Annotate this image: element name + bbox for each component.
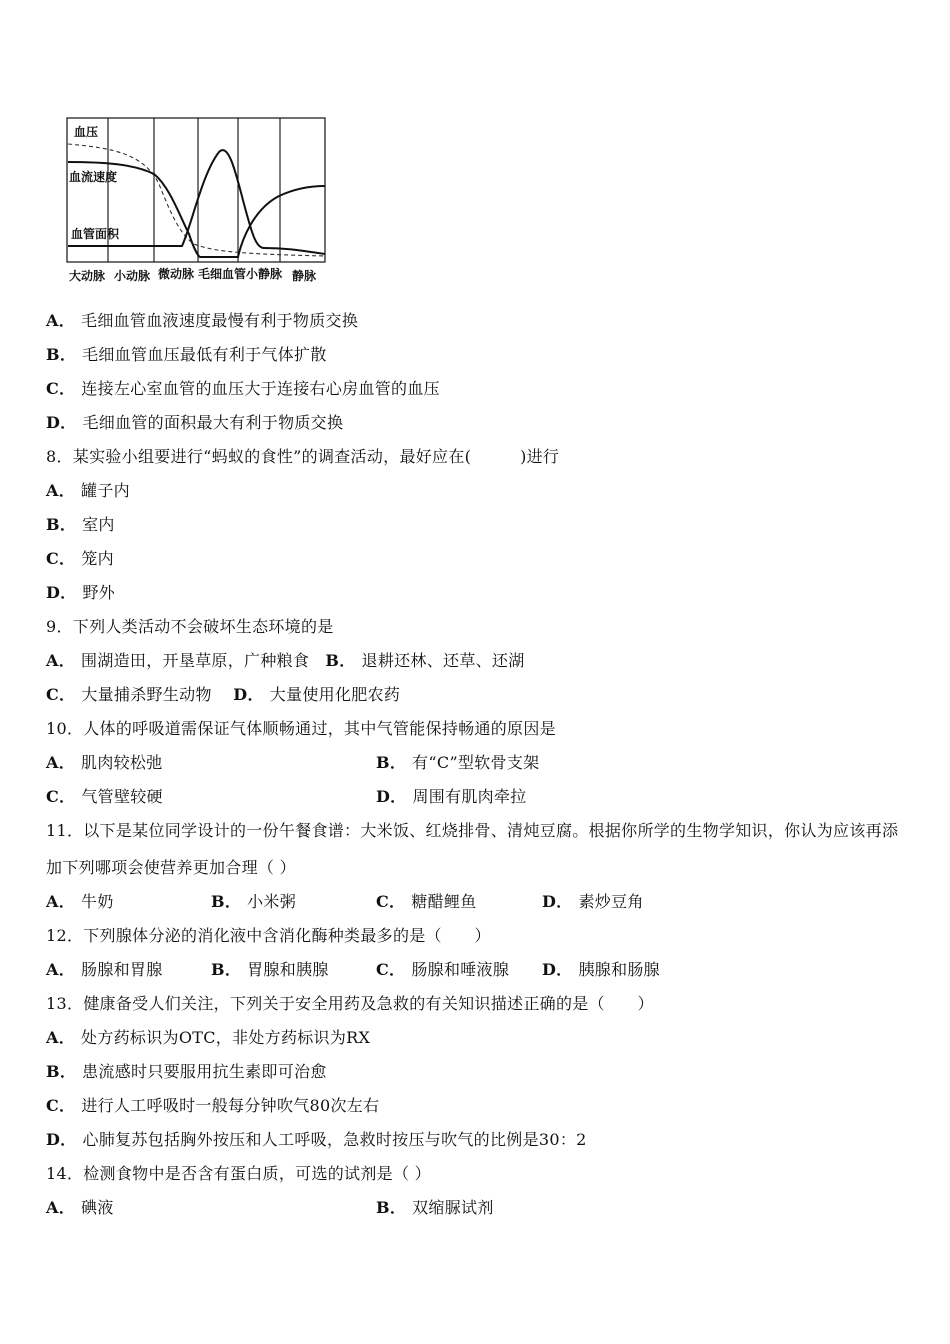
x-label-vein: 静脉	[292, 269, 317, 283]
q10-option-d: D． 周围有肌肉牵拉	[376, 787, 527, 806]
q12-stem: 12．下列腺体分泌的消化液中含消化酶种类最多的是（ ）	[46, 926, 491, 945]
q14-option-b: B． 双缩脲试剂	[376, 1198, 494, 1217]
q10-option-c: C． 气管壁较硬	[46, 787, 163, 806]
q9-options-row2: C． 大量捕杀野生动物 D． 大量使用化肥农药	[46, 685, 401, 704]
q14-stem: 14．检测食物中是否含有蛋白质，可选的试剂是（ ）	[46, 1164, 431, 1183]
q11-option-b: B． 小米粥	[211, 892, 297, 911]
q13-option-c: C． 进行人工呼吸时一般每分钟吹气80次左右	[46, 1096, 380, 1115]
q10-option-a: A． 肌肉较松弛	[46, 753, 163, 772]
q8-option-c: C． 笼内	[46, 549, 114, 568]
q8-option-b: B． 室内	[46, 515, 115, 534]
q13-stem: 13．健康备受人们关注，下列关于安全用药及急救的有关知识描述正确的是（ ）	[46, 994, 654, 1013]
q11-option-c: C． 糖醋鲤鱼	[376, 892, 477, 911]
q7-option-c: C． 连接左心室血管的血压大于连接右心房血管的血压	[46, 379, 440, 398]
q10-option-b: B． 有“C”型软骨支架	[376, 753, 540, 772]
q12-option-b: B． 胃腺和胰腺	[211, 960, 329, 979]
q12-option-c: C． 肠腺和唾液腺	[376, 960, 510, 979]
q8-option-a: A． 罐子内	[46, 481, 130, 500]
label-blood-velocity: 血流速度	[69, 170, 118, 184]
q11-option-a: A． 牛奶	[46, 892, 114, 911]
x-label-large-artery: 大动脉	[69, 269, 106, 283]
q7-option-a: A． 毛细血管血液速度最慢有利于物质交换	[46, 311, 359, 330]
q13-option-d: D． 心肺复苏包括胸外按压和人工呼吸，急救时按压与吹气的比例是30：2	[46, 1130, 587, 1149]
q11-stem-line2: 加下列哪项会使营养更加合理（ ）	[46, 858, 296, 877]
label-vessel-area: 血管面积	[71, 227, 120, 241]
q11-option-d: D． 素炒豆角	[542, 892, 644, 911]
q7-option-b: B． 毛细血管血压最低有利于气体扩散	[46, 345, 327, 364]
x-label-arteriole: 微动脉	[158, 267, 195, 281]
x-label-capillary: 毛细血管	[198, 267, 247, 281]
q8-option-d: D． 野外	[46, 583, 116, 602]
q8-stem: 8．某实验小组要进行“蚂蚁的食性”的调查活动，最好应在( )进行	[46, 447, 560, 466]
q14-option-a: A． 碘液	[46, 1198, 114, 1217]
q11-stem-line1: 11．以下是某位同学设计的一份午餐食谱：大米饭、红烧排骨、清炖豆腐。根据你所学的生物学知识，你认为应该再添	[46, 821, 899, 840]
q12-option-a: A． 肠腺和胃腺	[46, 960, 163, 979]
q9-options-row1: A． 围湖造田，开垦草原，广种粮食 B． 退耕还林、还草、还湖	[46, 651, 525, 670]
q9-stem: 9．下列人类活动不会破坏生态环境的是	[46, 617, 334, 636]
q12-option-d: D． 胰腺和肠腺	[542, 960, 660, 979]
label-blood-pressure: 血压	[74, 125, 99, 139]
x-label-venule: 小静脉	[246, 267, 283, 281]
q13-option-a: A． 处方药标识为OTC，非处方药标识为RX	[46, 1028, 371, 1047]
x-label-small-artery: 小动脉	[114, 269, 151, 283]
q10-stem: 10．人体的呼吸道需保证气体顺畅通过，其中气管能保持畅通的原因是	[46, 719, 556, 738]
q7-option-d: D． 毛细血管的面积最大有利于物质交换	[46, 413, 344, 432]
q13-option-b: B． 患流感时只要服用抗生素即可治愈	[46, 1062, 327, 1081]
blood-vessel-chart	[64, 114, 334, 290]
blood-vessel-figure	[64, 114, 334, 290]
